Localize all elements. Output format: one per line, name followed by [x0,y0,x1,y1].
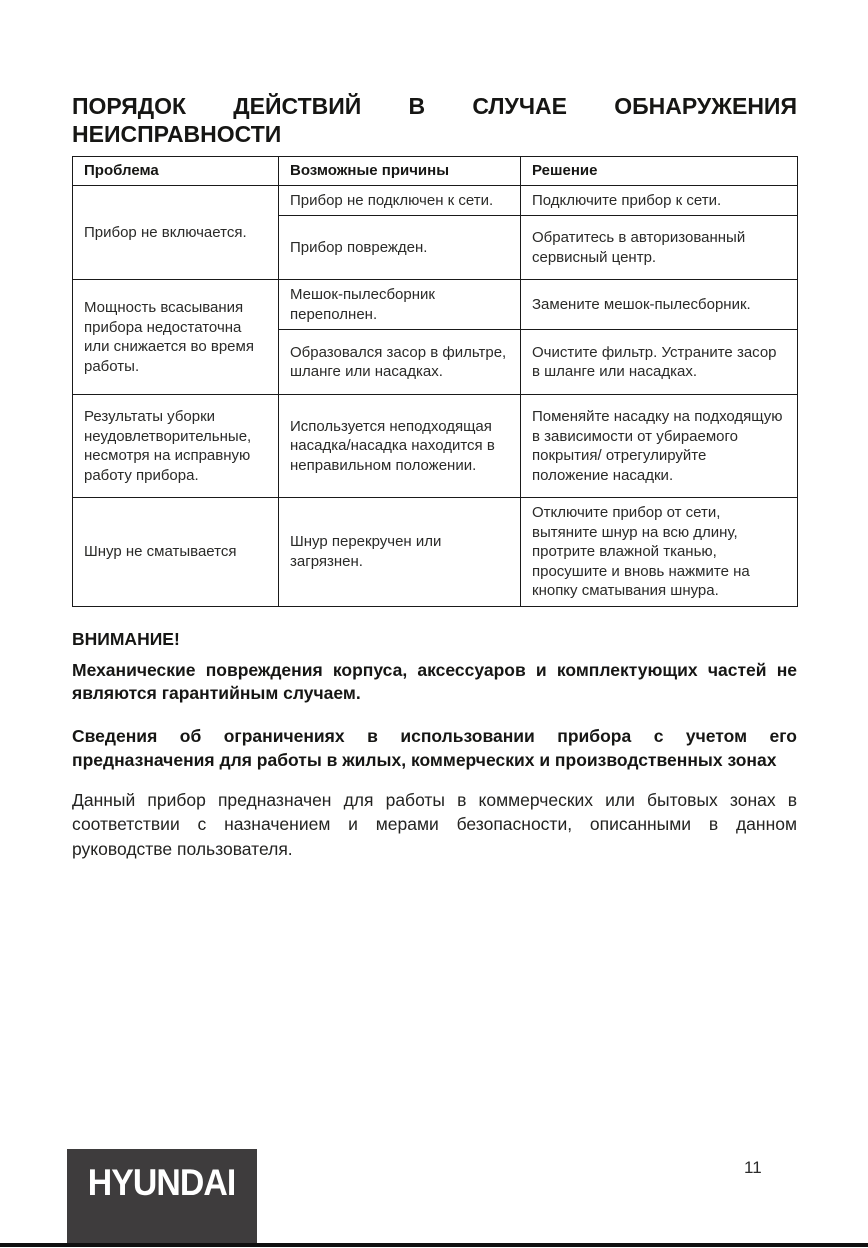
problem-cell: Мощность всасывания прибора недостаточна или снижается во время работы. [73,280,279,395]
table-row [73,498,798,607]
problem-cell: Результаты уборки неудовлетворительные, несмотря на исправную работу прибора. [73,395,279,498]
troubleshooting-table [72,156,798,607]
page-title: ПОРЯДОК ДЕЙСТВИЙ В СЛУЧАЕ ОБНАРУЖЕНИЯ НЕИСПРАВНОСТИ [72,93,797,148]
cause-cell: Шнур перекручен или загрязнен. [279,498,521,607]
solution-cell: Подключите прибор к сети. [521,185,798,216]
bottom-rule [0,1243,868,1247]
attention-text: Механические повреждения корпуса, аксессуаров и комплектующих частей не являются гарантийным случаем. [72,659,797,703]
restrictions-heading: Сведения об ограничениях в использовании прибора с учетом его предназначения для работы в жилых, коммерческих и производственных зонах [72,725,797,771]
solution-cell: Очистите фильтр. Устраните засор в шланге или насадках. [521,330,798,395]
solution-cell: Замените мешок-пылесборник. [521,280,798,330]
problem-cell: Прибор не включается. [73,185,279,280]
hyundai-logo-text: HYUNDAI [88,1161,236,1204]
cause-cell: Мешок-пылесборник переполнен. [279,280,521,330]
table-row [73,280,798,330]
cause-cell: Прибор поврежден. [279,216,521,280]
hyundai-logo [67,1149,257,1243]
problem-cell: Шнур не сматывается [73,498,279,607]
restrictions-text: Данный прибор предназначен для работы в коммерческих или бытовых зонах в соответствии с назначением и мерами безопасности, описанными в данном руководстве пользователя. [72,789,797,859]
column-header-solution: Решение [521,157,798,186]
solution-cell: Отключите прибор от сети, вытяните шнур на всю длину, протрите влажной тканью, просушите и вновь нажмите на кнопку сматывания шнура. [521,498,798,607]
column-header-problem: Проблема [73,157,279,186]
page-content [72,0,797,861]
cause-cell: Используется неподходящая насадка/насадка находится в неправильном положении. [279,395,521,498]
table-header-row [73,157,798,186]
solution-cell: Обратитесь в авторизованный сервисный центр. [521,216,798,280]
table-row [73,395,798,498]
cause-cell: Образовался засор в фильтре, шланге или насадках. [279,330,521,395]
page-number: 11 [744,1158,762,1177]
attention-heading: ВНИМАНИЕ! [72,628,180,649]
table-row [73,185,798,216]
solution-cell: Поменяйте насадку на подходящую в зависимости от убираемого покрытия/ отрегулируйте положение насадки. [521,395,798,498]
cause-cell: Прибор не подключен к сети. [279,185,521,216]
column-header-causes: Возможные причины [279,157,521,186]
